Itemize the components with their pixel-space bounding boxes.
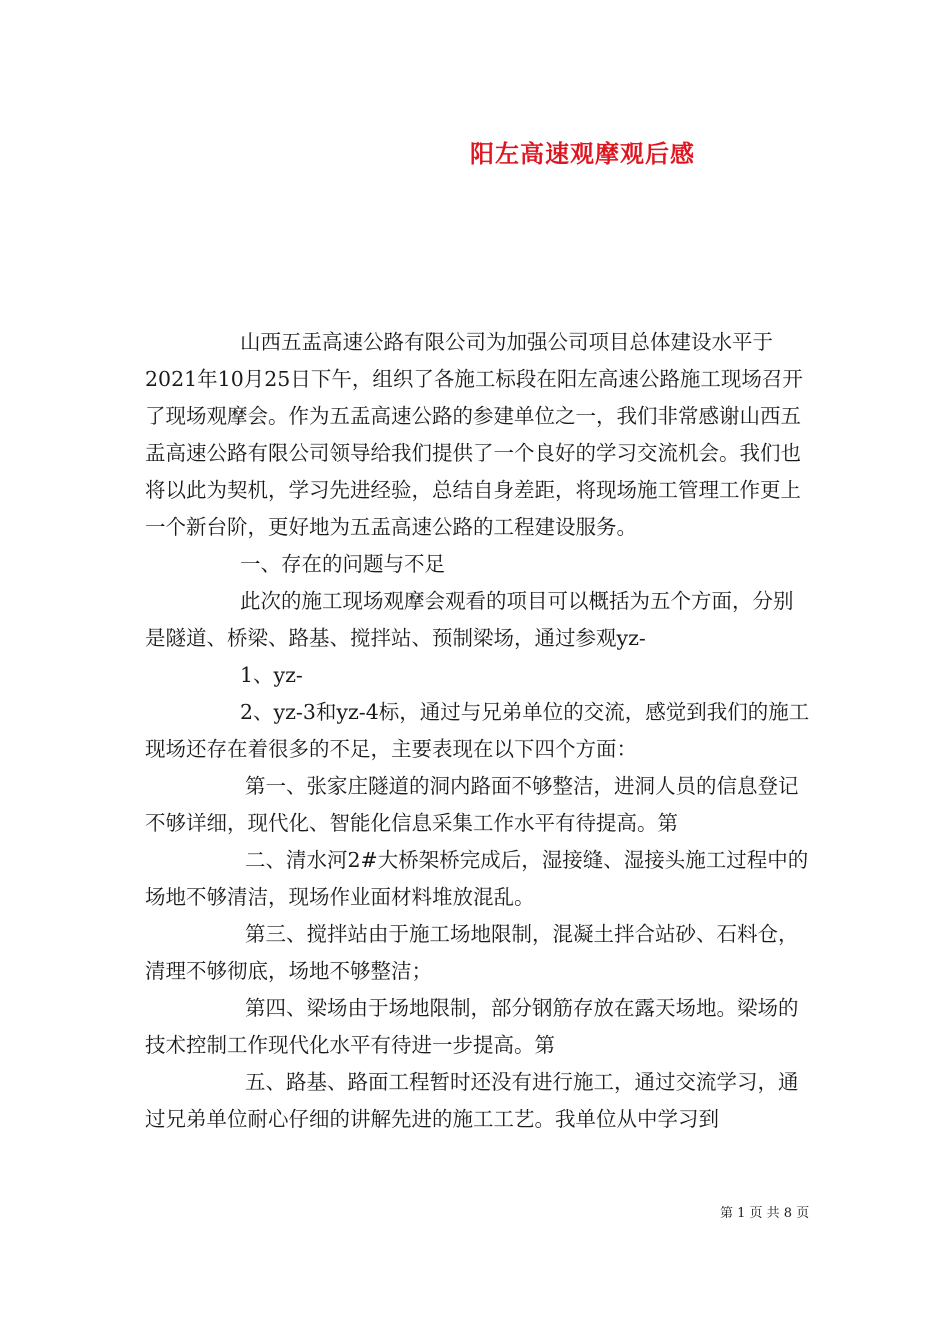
paragraph-item-1: 1、yz- bbox=[240, 663, 303, 687]
paragraph-item-2: 2、yz-3和yz-4标，通过与兄弟单位的交流，感觉到我们的施工现场还存在着很多的不足，主要表现在以下四个方面： bbox=[145, 700, 810, 761]
paragraph-point-1: 第一、张家庄隧道的洞内路面不够整洁，进洞人员的信息登记不够详细，现代化、智能化信息采集工作水平有待提高。第 bbox=[145, 774, 799, 835]
paragraph-point-4: 第四、梁场由于场地限制，部分钢筋存放在露天场地。梁场的技术控制工作现代化水平有待进一步提高。第 bbox=[145, 996, 799, 1057]
section-heading: 一、存在的问题与不足 bbox=[240, 552, 445, 576]
page-footer: 第 1 页 共 8 页 bbox=[720, 1206, 810, 1221]
paragraph-point-5: 五、路基、路面工程暂时还没有进行施工，通过交流学习，通过兄弟单位耐心仔细的讲解先进的施工工艺。我单位从中学习到 bbox=[145, 1070, 799, 1131]
paragraph-overview: 此次的施工现场观摩会观看的项目可以概括为五个方面，分别是隧道、桥梁、路基、搅拌站、预制梁场，通过参观yz- bbox=[145, 589, 794, 650]
document-body bbox=[145, 324, 810, 1138]
page-title: 阳左高速观摩观后感 bbox=[470, 139, 695, 168]
paragraph-intro: 山西五盂高速公路有限公司为加强公司项目总体建设水平于2021年10月25日下午，组织了各施工标段在阳左高速公路施工现场召开了现场观摩会。作为五盂高速公路的参建单位之一，我们非常感谢山西五盂高速公路有限公司领导给我们提供了一个良好的学习交流机会。我们也将以此为契机，学习先进经验，总结自身差距，将现场施工管理工作更上一个新台阶，更好地为五盂高速公路的工程建设服务。 bbox=[145, 330, 803, 539]
paragraph-point-3: 第三、搅拌站由于施工场地限制，混凝土拌合站砂、石料仓，清理不够彻底，场地不够整洁； bbox=[145, 922, 799, 983]
paragraph-point-2: 二、清水河2#大桥架桥完成后，湿接缝、湿接头施工过程中的场地不够清洁，现场作业面材料堆放混乱。 bbox=[145, 848, 809, 909]
